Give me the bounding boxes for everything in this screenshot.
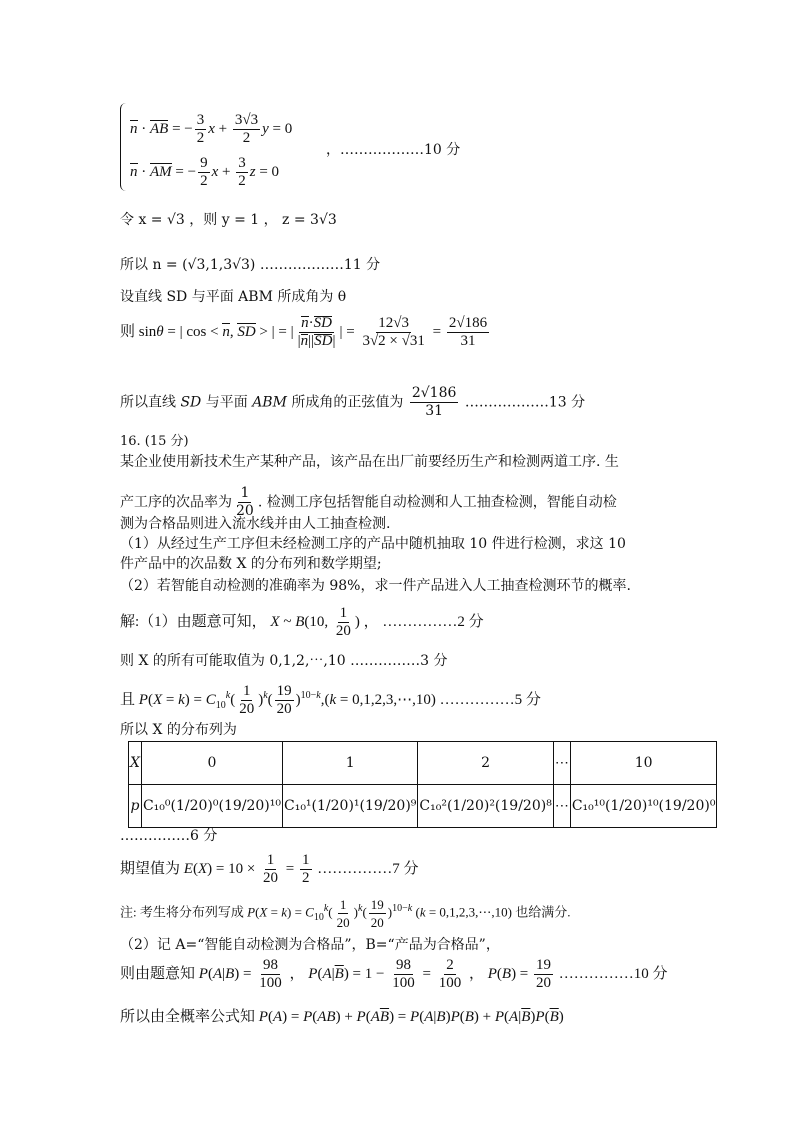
table-header-row [129, 742, 717, 785]
expectation-line: 期望值为 E(X) = 10 × $\frac{1}{20}$ = $\frac{1}{2}$ ……………7 分 [120, 852, 419, 886]
table-cell: C₁₀¹(1/20)¹(19/20)⁹ [283, 785, 418, 828]
table-cell: p [129, 785, 142, 828]
distribution-table [128, 741, 717, 828]
q16-text-2: 产工序的次品率为 $\frac{1}{20}$ . 检测工序包括智能自动检测和人工抽查检测，智能自动检 [120, 485, 617, 519]
table-row [129, 785, 717, 828]
system-score: ，………………10 分 [326, 142, 461, 158]
sin-line: 则 sinθ = | cos < n, SD > | = | $\frac{n\cdot SD}{|n||SD|}$ | = $\frac{12√3}{3√2 \times √31}$ = $\frac{2√186}{31}$ [120, 315, 488, 349]
q16-text-3: 测为合格品则进入流水线并由人工抽查检测. [120, 516, 391, 532]
n-vector-line: 所以 n = (√3,1,3√3) ………………11 分 [120, 257, 381, 273]
table-cell: C₁₀¹⁰(1/20)¹⁰(19/20)⁰ [570, 785, 717, 828]
q16-text-1: 某企业使用新技术生产某种产品，该产品在出厂前要经历生产和检测两道工序. 生 [120, 454, 619, 470]
part2-line-c: 所以由全概率公式知 $P(A) = P(AB) + P(A\overline{B}) = P(A|B)P(B) + P(A|\overline{B})P(\overline{B})$ [120, 1009, 564, 1025]
part2-line-a: （2）记 A=“智能自动检测为合格品”，B=“产品为合格品”， [120, 937, 500, 953]
part2-line-b: 则由题意知 P(A|B) = $\frac{98}{100}$ ， $P(A|\overline{B}) = 1$ − $\frac{98}{100}$ = $\frac{2}{100}$ ， P(B) = $\frac{19}{20}$ ……………10 分 [120, 957, 668, 991]
solution-line-1: 解:（1）由题意可知， X ~ B(10, $\frac{1}{20}$ ) ， ……………2 分 [120, 605, 484, 639]
q16-part2: （2）若智能自动检测的准确率为 98%，求一件产品进入人工抽查检测环节的概率. [120, 578, 631, 594]
solution-line-3: 且 $P(X = k) = C_{10}^k$( $\frac{1}{20}$ )$^k$( $\frac{19}{20}$ )$^{10-k}$,(k = 0,1,2,3,⋯,10) ……………5 分 [120, 683, 541, 717]
table-cell: 2 [418, 742, 553, 785]
angle-definition: 设直线 SD 与平面 ABM 所成角为 θ [120, 289, 347, 305]
table-cell: X [129, 742, 142, 785]
system-eq1: n · AB = − $\frac{3}{2}$ x + $\frac{3√3}{2}$ y = 0 [130, 112, 293, 146]
note-line: 注: 考生将分布列写成 $P(X = k) = C_{10}^k$( $\frac{1}{20}$ )$^k$( $\frac{19}{20}$ )$^{10-k}$ (k = 0,1,2,3,⋯,10) 也给满分. [120, 897, 571, 930]
table-cell: 0 [141, 742, 282, 785]
q16-part1-b: 件产品中的次品数 X 的分布列和数学期望; [120, 556, 382, 572]
system-eq2: n · AM = − $\frac{9}{2}$ x + $\frac{3}{2}$ z = 0 [130, 155, 280, 189]
system-brace [120, 103, 129, 191]
solution-line-4: 所以 X 的分布列为 [120, 722, 237, 738]
table-cell: ⋯ [553, 785, 570, 828]
table-cell: C₁₀⁰(1/20)⁰(19/20)¹⁰ [141, 785, 282, 828]
score-6: ……………6 分 [120, 828, 218, 844]
table-cell: 1 [283, 742, 418, 785]
q16-part1-a: （1）从经过生产工序但未经检测工序的产品中随机抽取 10 件进行检测，求这 10 [120, 536, 626, 552]
table-cell: ⋯ [553, 742, 570, 785]
table-cell: C₁₀²(1/20)²(19/20)⁸ [418, 785, 553, 828]
let-line: 令 x = √3 ，则 y = 1 ， z = 3√3 [120, 212, 337, 228]
table-cell: 10 [570, 742, 717, 785]
question16-header: 16. (15 分) [120, 434, 189, 449]
answer-line: 所以直线 SD 与平面 ABM 所成角的正弦值为 $\frac{2√186}{31}$ ………………13 分 [120, 385, 586, 419]
solution-line-2: 则 X 的所有可能取值为 0,1,2,⋯,10 ……………3 分 [120, 653, 448, 669]
